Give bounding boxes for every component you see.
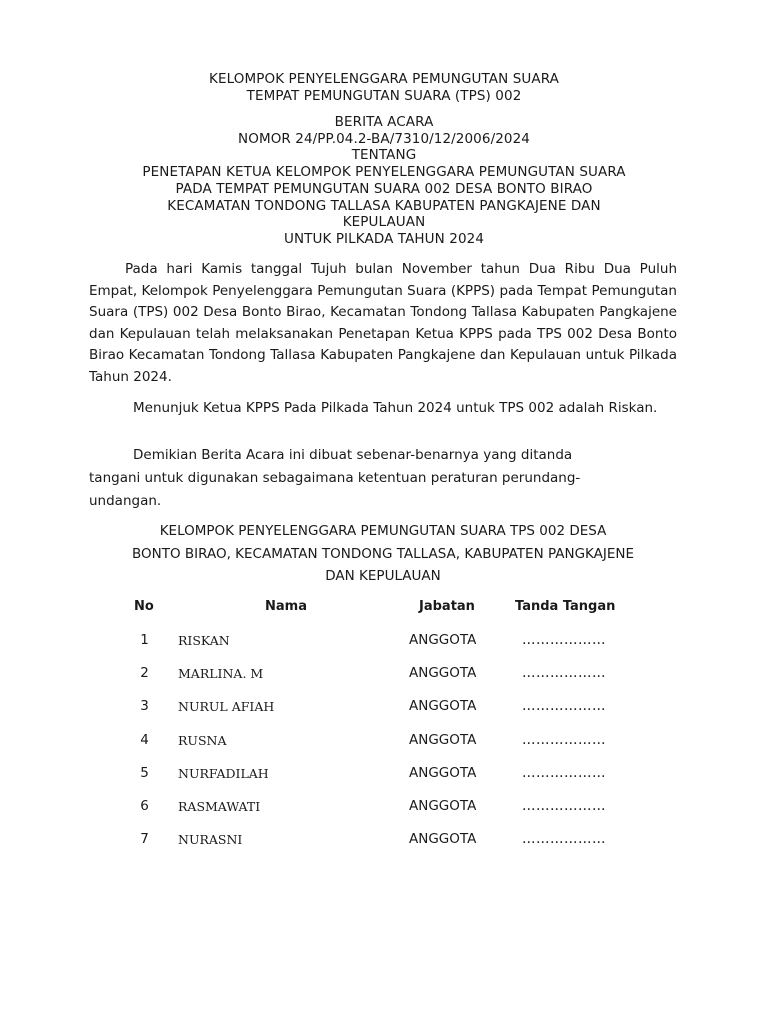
para3-line-2: tangani untuk digunakan sebagaimana ketentuan peraturan perundang-	[89, 470, 581, 486]
member-name: NURFADILAH	[178, 766, 269, 781]
row-number: 2	[140, 665, 149, 681]
document-title	[0, 114, 768, 248]
member-position: ANGGOTA	[409, 831, 477, 847]
member-name: MARLINA. M	[178, 666, 264, 681]
table-row	[0, 798, 768, 818]
member-position: ANGGOTA	[409, 698, 477, 714]
title-line-7: KEPULAUAN	[342, 214, 426, 231]
row-number: 7	[140, 831, 149, 847]
table-row	[0, 765, 768, 785]
member-position: ANGGOTA	[409, 798, 477, 814]
title-line-1: BERITA ACARA	[334, 114, 434, 130]
member-name: RISKAN	[178, 633, 230, 648]
title-line-3: TENTANG	[351, 147, 417, 164]
signature-placeholder: ………………	[522, 765, 606, 781]
body-paragraph-1: Pada hari Kamis tanggal Tujuh bulan November tahun Dua Ribu Dua Puluh Empat, Kelompok Penyelenggara Pemungutan Suara (KPPS) pada Tempat Pemungutan Suara (TPS) 002 Desa Bonto Birao, Kecamatan Tondong Tallasa Kabupaten Pangkajene dan Kepulauan telah melaksanakan Penetapan Ketua KPPS pada TPS 002 Desa Bonto Birao Kecamatan Tondong Tallasa Kabupaten Pangkajene dan Kepulauan untuk Pilkada Tahun 2024.	[89, 261, 677, 385]
signature-placeholder: ………………	[522, 798, 606, 814]
para3-line-1: Demikian Berita Acara ini dibuat sebenar-benarnya yang ditanda	[133, 447, 573, 463]
para3-line-3: undangan.	[89, 493, 162, 509]
member-name: RASMAWATI	[178, 799, 261, 814]
member-name: NURUL AFIAH	[178, 699, 275, 714]
title-line-8: UNTUK PILKADA TAHUN 2024	[283, 230, 485, 247]
header-line-1: KELOMPOK PENYELENGGARA PEMUNGUTAN SUARA	[209, 71, 559, 87]
body-paragraph-2: Menunjuk Ketua KPPS Pada Pilkada Tahun 2024 untuk TPS 002 adalah Riskan.	[133, 400, 658, 416]
column-header-tanda-tangan: Tanda Tangan	[515, 599, 616, 614]
table-row	[0, 698, 768, 718]
title-line-2: NOMOR 24/PP.04.2-BA/7310/12/2006/2024	[238, 130, 530, 147]
committee-heading	[88, 520, 678, 588]
column-header-no: No	[134, 599, 154, 614]
column-header-jabatan: Jabatan	[419, 599, 475, 614]
member-position: ANGGOTA	[409, 732, 477, 748]
row-number: 4	[140, 732, 149, 748]
member-position: ANGGOTA	[409, 665, 477, 681]
row-number: 5	[140, 765, 149, 781]
row-number: 3	[140, 698, 149, 714]
column-header-nama: Nama	[265, 599, 307, 614]
signature-placeholder: ………………	[522, 831, 606, 847]
table-row	[0, 732, 768, 752]
header-line-2: TEMPAT PEMUNGUTAN SUARA (TPS) 002	[246, 87, 522, 104]
table-row	[0, 665, 768, 685]
row-number: 1	[140, 632, 149, 648]
member-name: RUSNA	[178, 733, 227, 748]
signature-placeholder: ………………	[522, 632, 606, 648]
member-position: ANGGOTA	[409, 765, 477, 781]
committee-line-2: BONTO BIRAO, KECAMATAN TONDONG TALLASA, KABUPATEN PANGKAJENE	[131, 545, 635, 562]
member-name: NURASNI	[178, 832, 243, 847]
body-paragraph-3	[89, 444, 689, 513]
member-position: ANGGOTA	[409, 632, 477, 648]
committee-line-1: KELOMPOK PENYELENGGARA PEMUNGUTAN SUARA TPS 002 DESA	[159, 523, 607, 539]
signature-placeholder: ………………	[522, 665, 606, 681]
table-row	[0, 632, 768, 652]
title-line-6: KECAMATAN TONDONG TALLASA KABUPATEN PANGKAJENE DAN	[167, 197, 601, 214]
title-line-5: PADA TEMPAT PEMUNGUTAN SUARA 002 DESA BONTO BIRAO	[175, 180, 593, 197]
signature-placeholder: ………………	[522, 732, 606, 748]
document-header	[0, 71, 768, 104]
signature-placeholder: ………………	[522, 698, 606, 714]
committee-line-3: DAN KEPULAUAN	[325, 568, 441, 584]
row-number: 6	[140, 798, 149, 814]
title-line-4: PENETAPAN KETUA KELOMPOK PENYELENGGARA PEMUNGUTAN SUARA	[142, 164, 626, 181]
table-row	[0, 831, 768, 851]
